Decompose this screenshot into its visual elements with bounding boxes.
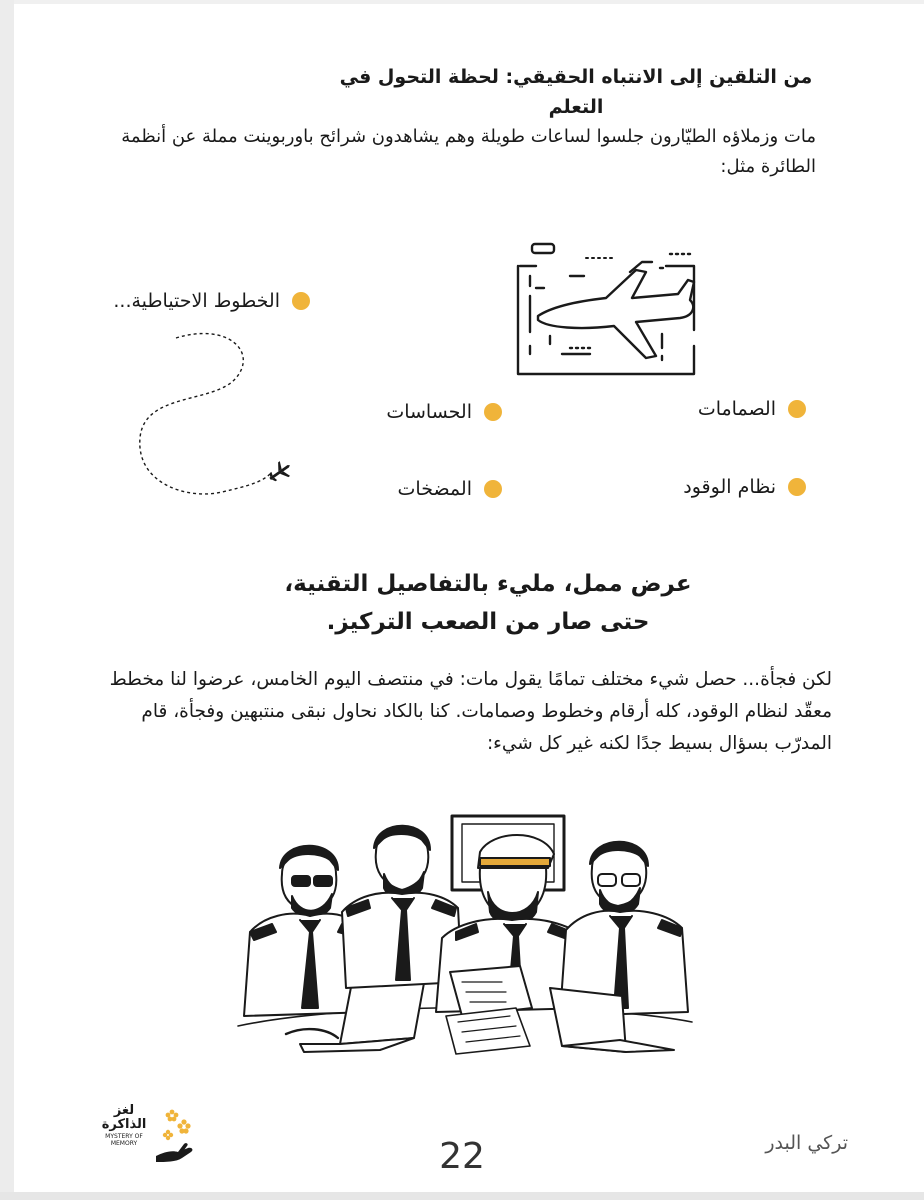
- pilot-4: [560, 842, 688, 1016]
- bullet-label: المضخات: [397, 478, 472, 500]
- intro-title: من التلقين إلى الانتباه الحقيقي: لحظة التحول في التعلم: [339, 66, 813, 118]
- logo-line-2: الذاكرة: [101, 1117, 147, 1132]
- logo-arabic: [96, 1104, 152, 1132]
- bullet-backup-lines: [113, 290, 310, 312]
- bullet-label: الصمامات: [697, 398, 776, 420]
- page-frame-top: [0, 0, 924, 4]
- bullet-dot: [484, 480, 502, 498]
- brand-logo: [96, 1104, 200, 1166]
- body-paragraph: لكن فجأة... حصل شيء مختلف تمامًا يقول مات: في منتصف اليوم الخامس، عرضوا لنا مخطط معقّد لنظام الوقود، كله أرقام وخطوط وصمامات. كنا بالكاد نحاول نبقى منتبهين وفجأة، قام المدرّب بسؤال بسيط جدًا لكنه غير كل شيء:: [109, 669, 832, 754]
- bullet-fuel-system: [683, 476, 806, 498]
- logo-english: MYSTERY OF MEMORY: [105, 1133, 143, 1147]
- page-frame-bottom: [0, 1192, 924, 1200]
- hand-flower-logo-icon: [154, 1106, 200, 1166]
- page-number: 22: [439, 1136, 485, 1177]
- bullet-dot: [788, 478, 806, 496]
- bullet-dot: [788, 400, 806, 418]
- bullet-dot: [484, 403, 502, 421]
- bullet-sensors: [386, 401, 502, 423]
- pilots-illustration: [230, 812, 700, 1068]
- bullet-label: الحساسات: [386, 401, 472, 423]
- bullet-pumps: [398, 478, 502, 500]
- bullet-label: نظام الوقود: [683, 476, 776, 498]
- emphasis-heading: عرض ممل، مليء بالتفاصيل التقنية، حتى صار من الصعب التركيز.: [284, 571, 692, 635]
- intro-section: [116, 62, 816, 182]
- logo-line-1: لغز: [113, 1103, 135, 1118]
- bullet-dot: [292, 292, 310, 310]
- airplane-diagram-icon: [510, 236, 710, 382]
- dashed-route-icon: [118, 322, 298, 506]
- page-frame-left: [0, 0, 14, 1200]
- author-name: تركي البدر: [765, 1132, 848, 1154]
- intro-body: مات وزملاؤه الطيّارون جلسوا لساعات طويلة وهم يشاهدون شرائح باوربوينت مملة عن أنظمة الطائرة مثل:: [121, 126, 816, 177]
- small-plane-icon: [265, 458, 295, 487]
- bullet-label: الخطوط الاحتياطية...: [113, 290, 280, 312]
- bullet-valves: [698, 398, 806, 420]
